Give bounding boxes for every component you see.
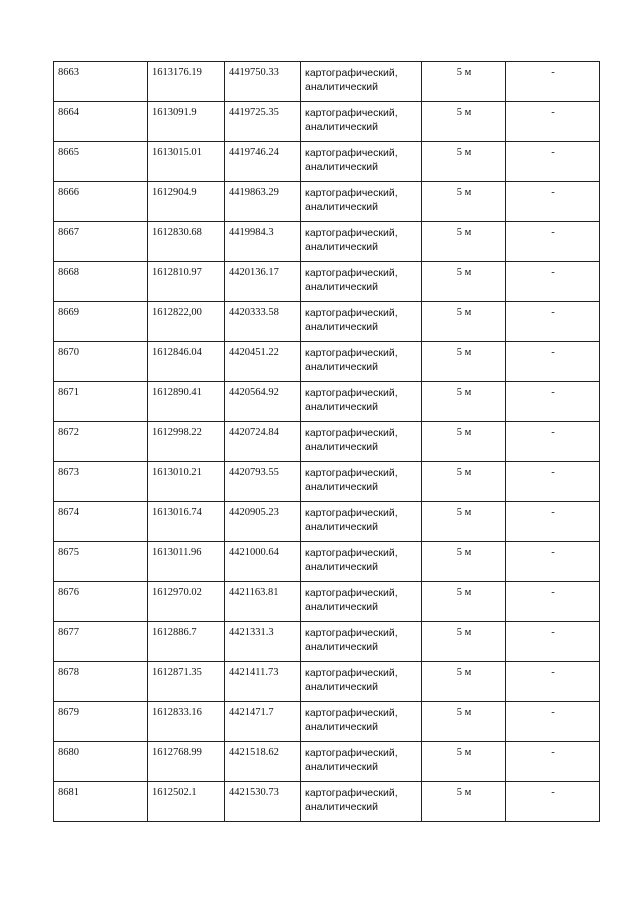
x-coordinate-cell: 1612768.99 bbox=[148, 742, 225, 782]
method-line-2: аналитический bbox=[305, 81, 379, 93]
description-cell: - bbox=[506, 542, 600, 582]
y-coordinate-cell: 4421411.73 bbox=[225, 662, 301, 702]
method-line-1: картографический, bbox=[305, 507, 398, 519]
method-line-1: картографический, bbox=[305, 547, 398, 559]
description-cell: - bbox=[506, 302, 600, 342]
description-cell: - bbox=[506, 702, 600, 742]
accuracy-cell: 5 м bbox=[422, 382, 506, 422]
method-cell bbox=[301, 662, 422, 702]
x-coordinate-cell: 1612502.1 bbox=[148, 782, 225, 822]
table-row bbox=[54, 342, 600, 382]
description-cell: - bbox=[506, 782, 600, 822]
point-number-cell: 8663 bbox=[54, 62, 148, 102]
method-line-2: аналитический bbox=[305, 201, 379, 213]
description-cell: - bbox=[506, 382, 600, 422]
y-coordinate-cell: 4419746.24 bbox=[225, 142, 301, 182]
method-line-1: картографический, bbox=[305, 347, 398, 359]
method-line-2: аналитический bbox=[305, 361, 379, 373]
method-cell bbox=[301, 582, 422, 622]
method-line-2: аналитический bbox=[305, 481, 379, 493]
method-cell bbox=[301, 422, 422, 462]
method-cell bbox=[301, 502, 422, 542]
description-cell: - bbox=[506, 102, 600, 142]
accuracy-cell: 5 м bbox=[422, 342, 506, 382]
accuracy-cell: 5 м bbox=[422, 182, 506, 222]
table-row bbox=[54, 422, 600, 462]
x-coordinate-cell: 1613091.9 bbox=[148, 102, 225, 142]
y-coordinate-cell: 4420136.17 bbox=[225, 262, 301, 302]
accuracy-cell: 5 м bbox=[422, 222, 506, 262]
method-line-1: картографический, bbox=[305, 187, 398, 199]
point-number-cell: 8671 bbox=[54, 382, 148, 422]
y-coordinate-cell: 4421331.3 bbox=[225, 622, 301, 662]
y-coordinate-cell: 4421163.81 bbox=[225, 582, 301, 622]
table-row bbox=[54, 262, 600, 302]
point-number-cell: 8678 bbox=[54, 662, 148, 702]
method-line-1: картографический, bbox=[305, 227, 398, 239]
coordinates-table-body bbox=[54, 62, 600, 822]
method-line-1: картографический, bbox=[305, 267, 398, 279]
x-coordinate-cell: 1612890.41 bbox=[148, 382, 225, 422]
description-cell: - bbox=[506, 342, 600, 382]
table-row bbox=[54, 382, 600, 422]
table-row bbox=[54, 662, 600, 702]
method-line-2: аналитический bbox=[305, 561, 379, 573]
accuracy-cell: 5 м bbox=[422, 542, 506, 582]
point-number-cell: 8664 bbox=[54, 102, 148, 142]
table-row bbox=[54, 502, 600, 542]
x-coordinate-cell: 1612846.04 bbox=[148, 342, 225, 382]
table-row bbox=[54, 622, 600, 662]
y-coordinate-cell: 4421518.62 bbox=[225, 742, 301, 782]
point-number-cell: 8672 bbox=[54, 422, 148, 462]
table-row bbox=[54, 102, 600, 142]
method-cell bbox=[301, 542, 422, 582]
method-line-2: аналитический bbox=[305, 601, 379, 613]
description-cell: - bbox=[506, 62, 600, 102]
description-cell: - bbox=[506, 502, 600, 542]
description-cell: - bbox=[506, 582, 600, 622]
method-cell bbox=[301, 182, 422, 222]
table-row bbox=[54, 142, 600, 182]
x-coordinate-cell: 1612822,00 bbox=[148, 302, 225, 342]
x-coordinate-cell: 1613015.01 bbox=[148, 142, 225, 182]
y-coordinate-cell: 4421471.7 bbox=[225, 702, 301, 742]
method-line-2: аналитический bbox=[305, 321, 379, 333]
description-cell: - bbox=[506, 142, 600, 182]
description-cell: - bbox=[506, 422, 600, 462]
method-line-1: картографический, bbox=[305, 467, 398, 479]
table-row bbox=[54, 542, 600, 582]
point-number-cell: 8675 bbox=[54, 542, 148, 582]
accuracy-cell: 5 м bbox=[422, 742, 506, 782]
y-coordinate-cell: 4420333.58 bbox=[225, 302, 301, 342]
x-coordinate-cell: 1612871.35 bbox=[148, 662, 225, 702]
method-cell bbox=[301, 382, 422, 422]
coordinates-table bbox=[53, 61, 600, 822]
table-row bbox=[54, 222, 600, 262]
point-number-cell: 8677 bbox=[54, 622, 148, 662]
method-cell bbox=[301, 622, 422, 662]
description-cell: - bbox=[506, 742, 600, 782]
point-number-cell: 8666 bbox=[54, 182, 148, 222]
method-line-1: картографический, bbox=[305, 587, 398, 599]
accuracy-cell: 5 м bbox=[422, 262, 506, 302]
accuracy-cell: 5 м bbox=[422, 462, 506, 502]
method-line-2: аналитический bbox=[305, 761, 379, 773]
y-coordinate-cell: 4421000.64 bbox=[225, 542, 301, 582]
method-line-1: картографический, bbox=[305, 107, 398, 119]
accuracy-cell: 5 м bbox=[422, 62, 506, 102]
method-line-1: картографический, bbox=[305, 667, 398, 679]
description-cell: - bbox=[506, 622, 600, 662]
method-line-1: картографический, bbox=[305, 387, 398, 399]
description-cell: - bbox=[506, 182, 600, 222]
description-cell: - bbox=[506, 262, 600, 302]
y-coordinate-cell: 4420724.84 bbox=[225, 422, 301, 462]
method-cell bbox=[301, 462, 422, 502]
table-row bbox=[54, 782, 600, 822]
method-cell bbox=[301, 142, 422, 182]
table-row bbox=[54, 462, 600, 502]
method-line-2: аналитический bbox=[305, 281, 379, 293]
x-coordinate-cell: 1612970.02 bbox=[148, 582, 225, 622]
accuracy-cell: 5 м bbox=[422, 582, 506, 622]
x-coordinate-cell: 1613176.19 bbox=[148, 62, 225, 102]
point-number-cell: 8665 bbox=[54, 142, 148, 182]
method-line-1: картографический, bbox=[305, 627, 398, 639]
x-coordinate-cell: 1612886.7 bbox=[148, 622, 225, 662]
y-coordinate-cell: 4420451.22 bbox=[225, 342, 301, 382]
x-coordinate-cell: 1613016.74 bbox=[148, 502, 225, 542]
table-row bbox=[54, 742, 600, 782]
y-coordinate-cell: 4419725.35 bbox=[225, 102, 301, 142]
point-number-cell: 8673 bbox=[54, 462, 148, 502]
y-coordinate-cell: 4420564.92 bbox=[225, 382, 301, 422]
method-line-2: аналитический bbox=[305, 401, 379, 413]
y-coordinate-cell: 4419984.3 bbox=[225, 222, 301, 262]
description-cell: - bbox=[506, 222, 600, 262]
method-line-2: аналитический bbox=[305, 721, 379, 733]
method-cell bbox=[301, 742, 422, 782]
accuracy-cell: 5 м bbox=[422, 102, 506, 142]
method-line-1: картографический, bbox=[305, 67, 398, 79]
description-cell: - bbox=[506, 462, 600, 502]
x-coordinate-cell: 1612998.22 bbox=[148, 422, 225, 462]
point-number-cell: 8680 bbox=[54, 742, 148, 782]
table-row bbox=[54, 302, 600, 342]
x-coordinate-cell: 1613010.21 bbox=[148, 462, 225, 502]
point-number-cell: 8679 bbox=[54, 702, 148, 742]
method-line-2: аналитический bbox=[305, 521, 379, 533]
method-line-2: аналитический bbox=[305, 161, 379, 173]
x-coordinate-cell: 1612833.16 bbox=[148, 702, 225, 742]
x-coordinate-cell: 1612904.9 bbox=[148, 182, 225, 222]
point-number-cell: 8667 bbox=[54, 222, 148, 262]
method-line-2: аналитический bbox=[305, 641, 379, 653]
method-cell bbox=[301, 222, 422, 262]
method-line-2: аналитический bbox=[305, 441, 379, 453]
accuracy-cell: 5 м bbox=[422, 502, 506, 542]
method-cell bbox=[301, 702, 422, 742]
method-line-2: аналитический bbox=[305, 241, 379, 253]
x-coordinate-cell: 1613011.96 bbox=[148, 542, 225, 582]
method-cell bbox=[301, 62, 422, 102]
method-line-1: картографический, bbox=[305, 787, 398, 799]
method-line-2: аналитический bbox=[305, 681, 379, 693]
method-cell bbox=[301, 782, 422, 822]
table-row bbox=[54, 582, 600, 622]
method-cell bbox=[301, 342, 422, 382]
method-line-1: картографический, bbox=[305, 747, 398, 759]
description-cell: - bbox=[506, 662, 600, 702]
x-coordinate-cell: 1612810.97 bbox=[148, 262, 225, 302]
method-line-2: аналитический bbox=[305, 121, 379, 133]
table-row bbox=[54, 62, 600, 102]
point-number-cell: 8668 bbox=[54, 262, 148, 302]
accuracy-cell: 5 м bbox=[422, 702, 506, 742]
method-line-1: картографический, bbox=[305, 147, 398, 159]
point-number-cell: 8676 bbox=[54, 582, 148, 622]
method-cell bbox=[301, 102, 422, 142]
method-cell bbox=[301, 262, 422, 302]
accuracy-cell: 5 м bbox=[422, 142, 506, 182]
table-row bbox=[54, 702, 600, 742]
accuracy-cell: 5 м bbox=[422, 622, 506, 662]
method-line-2: аналитический bbox=[305, 801, 379, 813]
point-number-cell: 8669 bbox=[54, 302, 148, 342]
y-coordinate-cell: 4419750.33 bbox=[225, 62, 301, 102]
accuracy-cell: 5 м bbox=[422, 422, 506, 462]
method-cell bbox=[301, 302, 422, 342]
point-number-cell: 8681 bbox=[54, 782, 148, 822]
x-coordinate-cell: 1612830.68 bbox=[148, 222, 225, 262]
accuracy-cell: 5 м bbox=[422, 662, 506, 702]
y-coordinate-cell: 4420793.55 bbox=[225, 462, 301, 502]
y-coordinate-cell: 4420905.23 bbox=[225, 502, 301, 542]
y-coordinate-cell: 4421530.73 bbox=[225, 782, 301, 822]
point-number-cell: 8674 bbox=[54, 502, 148, 542]
method-line-1: картографический, bbox=[305, 707, 398, 719]
accuracy-cell: 5 м bbox=[422, 782, 506, 822]
accuracy-cell: 5 м bbox=[422, 302, 506, 342]
method-line-1: картографический, bbox=[305, 307, 398, 319]
table-row bbox=[54, 182, 600, 222]
point-number-cell: 8670 bbox=[54, 342, 148, 382]
method-line-1: картографический, bbox=[305, 427, 398, 439]
y-coordinate-cell: 4419863.29 bbox=[225, 182, 301, 222]
